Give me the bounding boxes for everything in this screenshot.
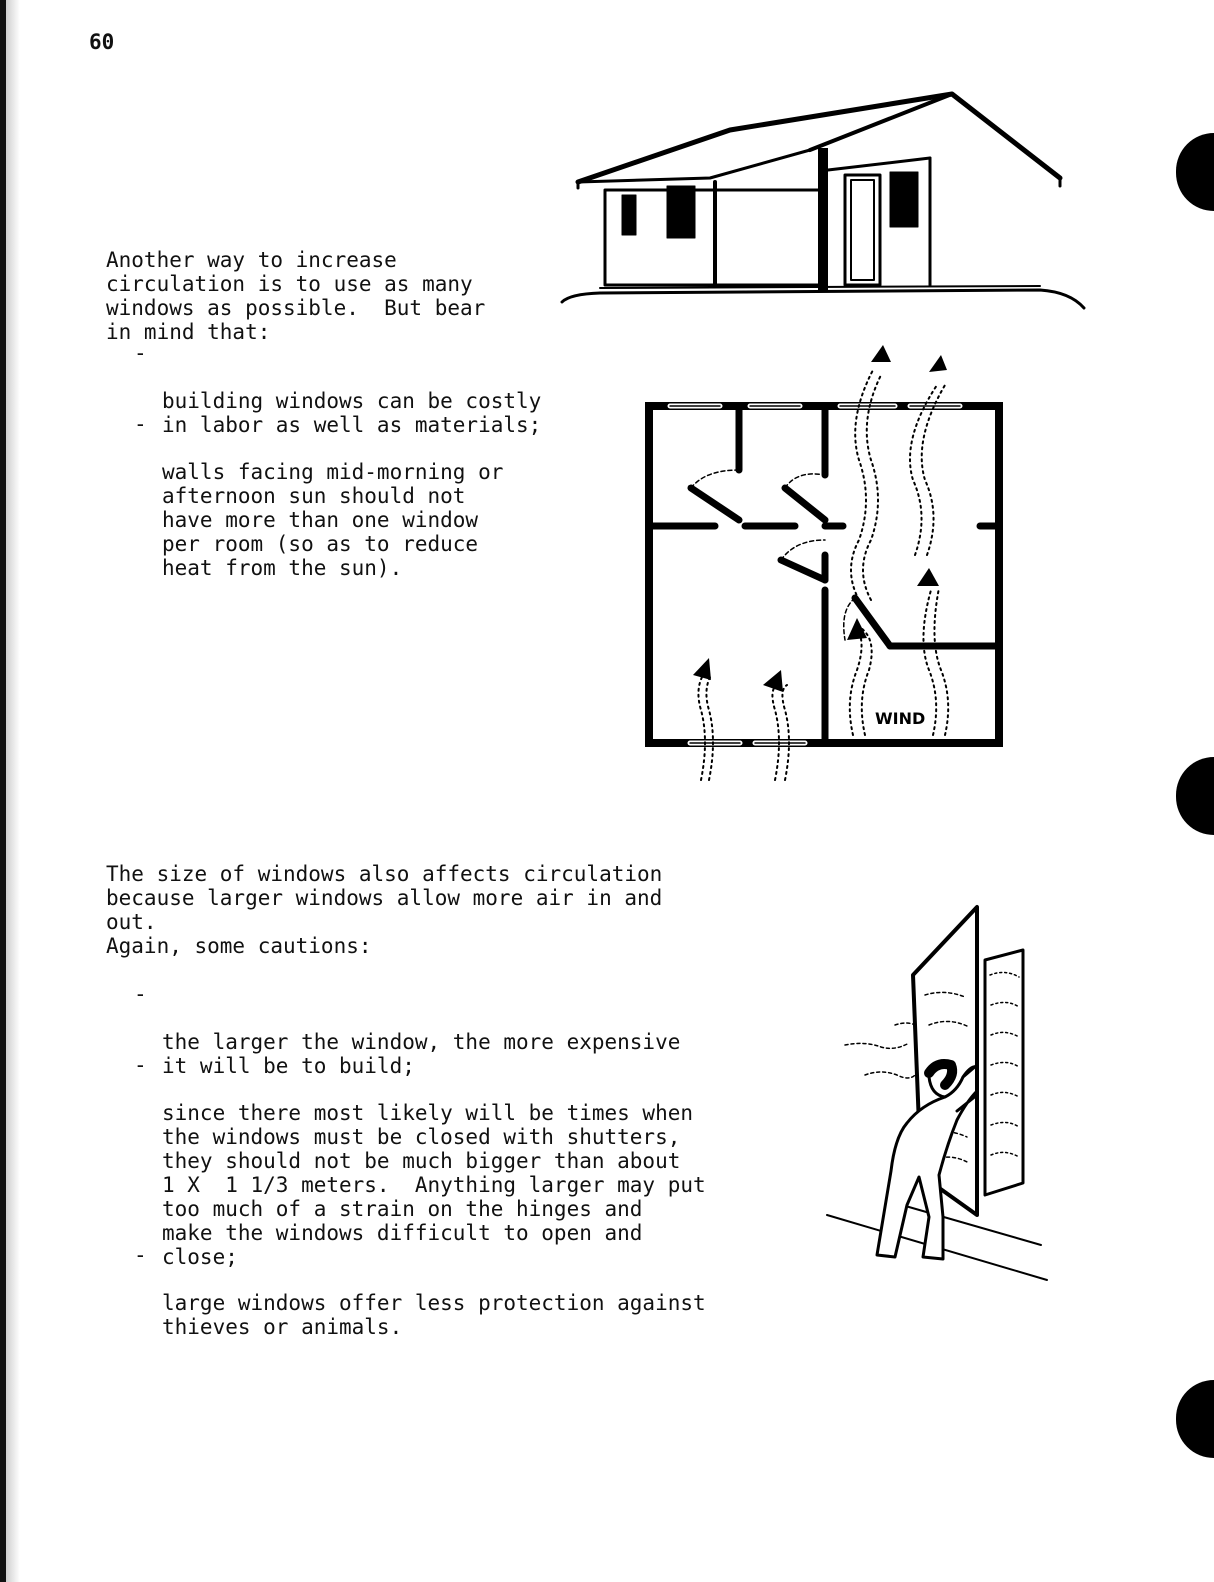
text-line: have more than one window — [162, 508, 479, 532]
text-line: 1 X 1 1/3 meters. Anything larger may put — [162, 1173, 706, 1197]
bullet-marker: - — [134, 1053, 147, 1077]
scan-shadow — [6, 0, 20, 1582]
text-line: thieves or animals. — [162, 1315, 403, 1339]
text-line: the windows must be closed with shutters, — [162, 1125, 681, 1149]
text-line: since there most likely will be times when — [162, 1101, 694, 1125]
text-line: too much of a strain on the hinges and — [162, 1197, 643, 1221]
punch-hole-bottom — [1176, 1380, 1214, 1458]
text-line: in mind that: — [106, 320, 271, 344]
punch-hole-middle — [1176, 757, 1214, 835]
text-line: heat from the sun). — [162, 556, 403, 580]
house-illustration — [560, 90, 1090, 315]
text-line: it will be to build; — [162, 1054, 415, 1078]
page-number: 60 — [89, 30, 115, 54]
bullet-marker: - — [134, 1243, 147, 1267]
bullet-item — [134, 1243, 706, 1363]
text-line: in labor as well as materials; — [162, 413, 542, 437]
punch-hole-top — [1176, 133, 1214, 211]
person-shutter-illustration — [825, 905, 1055, 1295]
text-line: because larger windows allow more air in and — [106, 886, 663, 910]
text-line: Another way to increase — [106, 248, 397, 272]
text-line: close; — [162, 1245, 238, 1269]
text-line: the larger the window, the more expensive — [162, 1030, 681, 1054]
floorplan-wind-diagram — [645, 340, 1010, 795]
text-line: circulation is to use as many — [106, 272, 473, 296]
text-line: afternoon sun should not — [162, 484, 466, 508]
text-line: walls facing mid-morning or — [162, 460, 504, 484]
text-line: large windows offer less protection against — [162, 1291, 706, 1315]
text-line: they should not be much bigger than about — [162, 1149, 681, 1173]
cautions-heading: Again, some cautions: — [106, 934, 372, 958]
text-line: The size of windows also affects circulation — [106, 862, 663, 886]
bullet-marker: - — [134, 412, 147, 436]
text-line: windows as possible. But bear — [106, 296, 486, 320]
text-line: out. — [106, 910, 157, 934]
bullet-item — [134, 412, 504, 604]
bullet-marker: - — [134, 341, 147, 365]
text-line: per room (so as to reduce — [162, 532, 479, 556]
bullet-marker: - — [134, 982, 147, 1006]
text-line: building windows can be costly — [162, 389, 542, 413]
wind-label: WIND — [875, 709, 926, 728]
text-line: make the windows difficult to open and — [162, 1221, 643, 1245]
